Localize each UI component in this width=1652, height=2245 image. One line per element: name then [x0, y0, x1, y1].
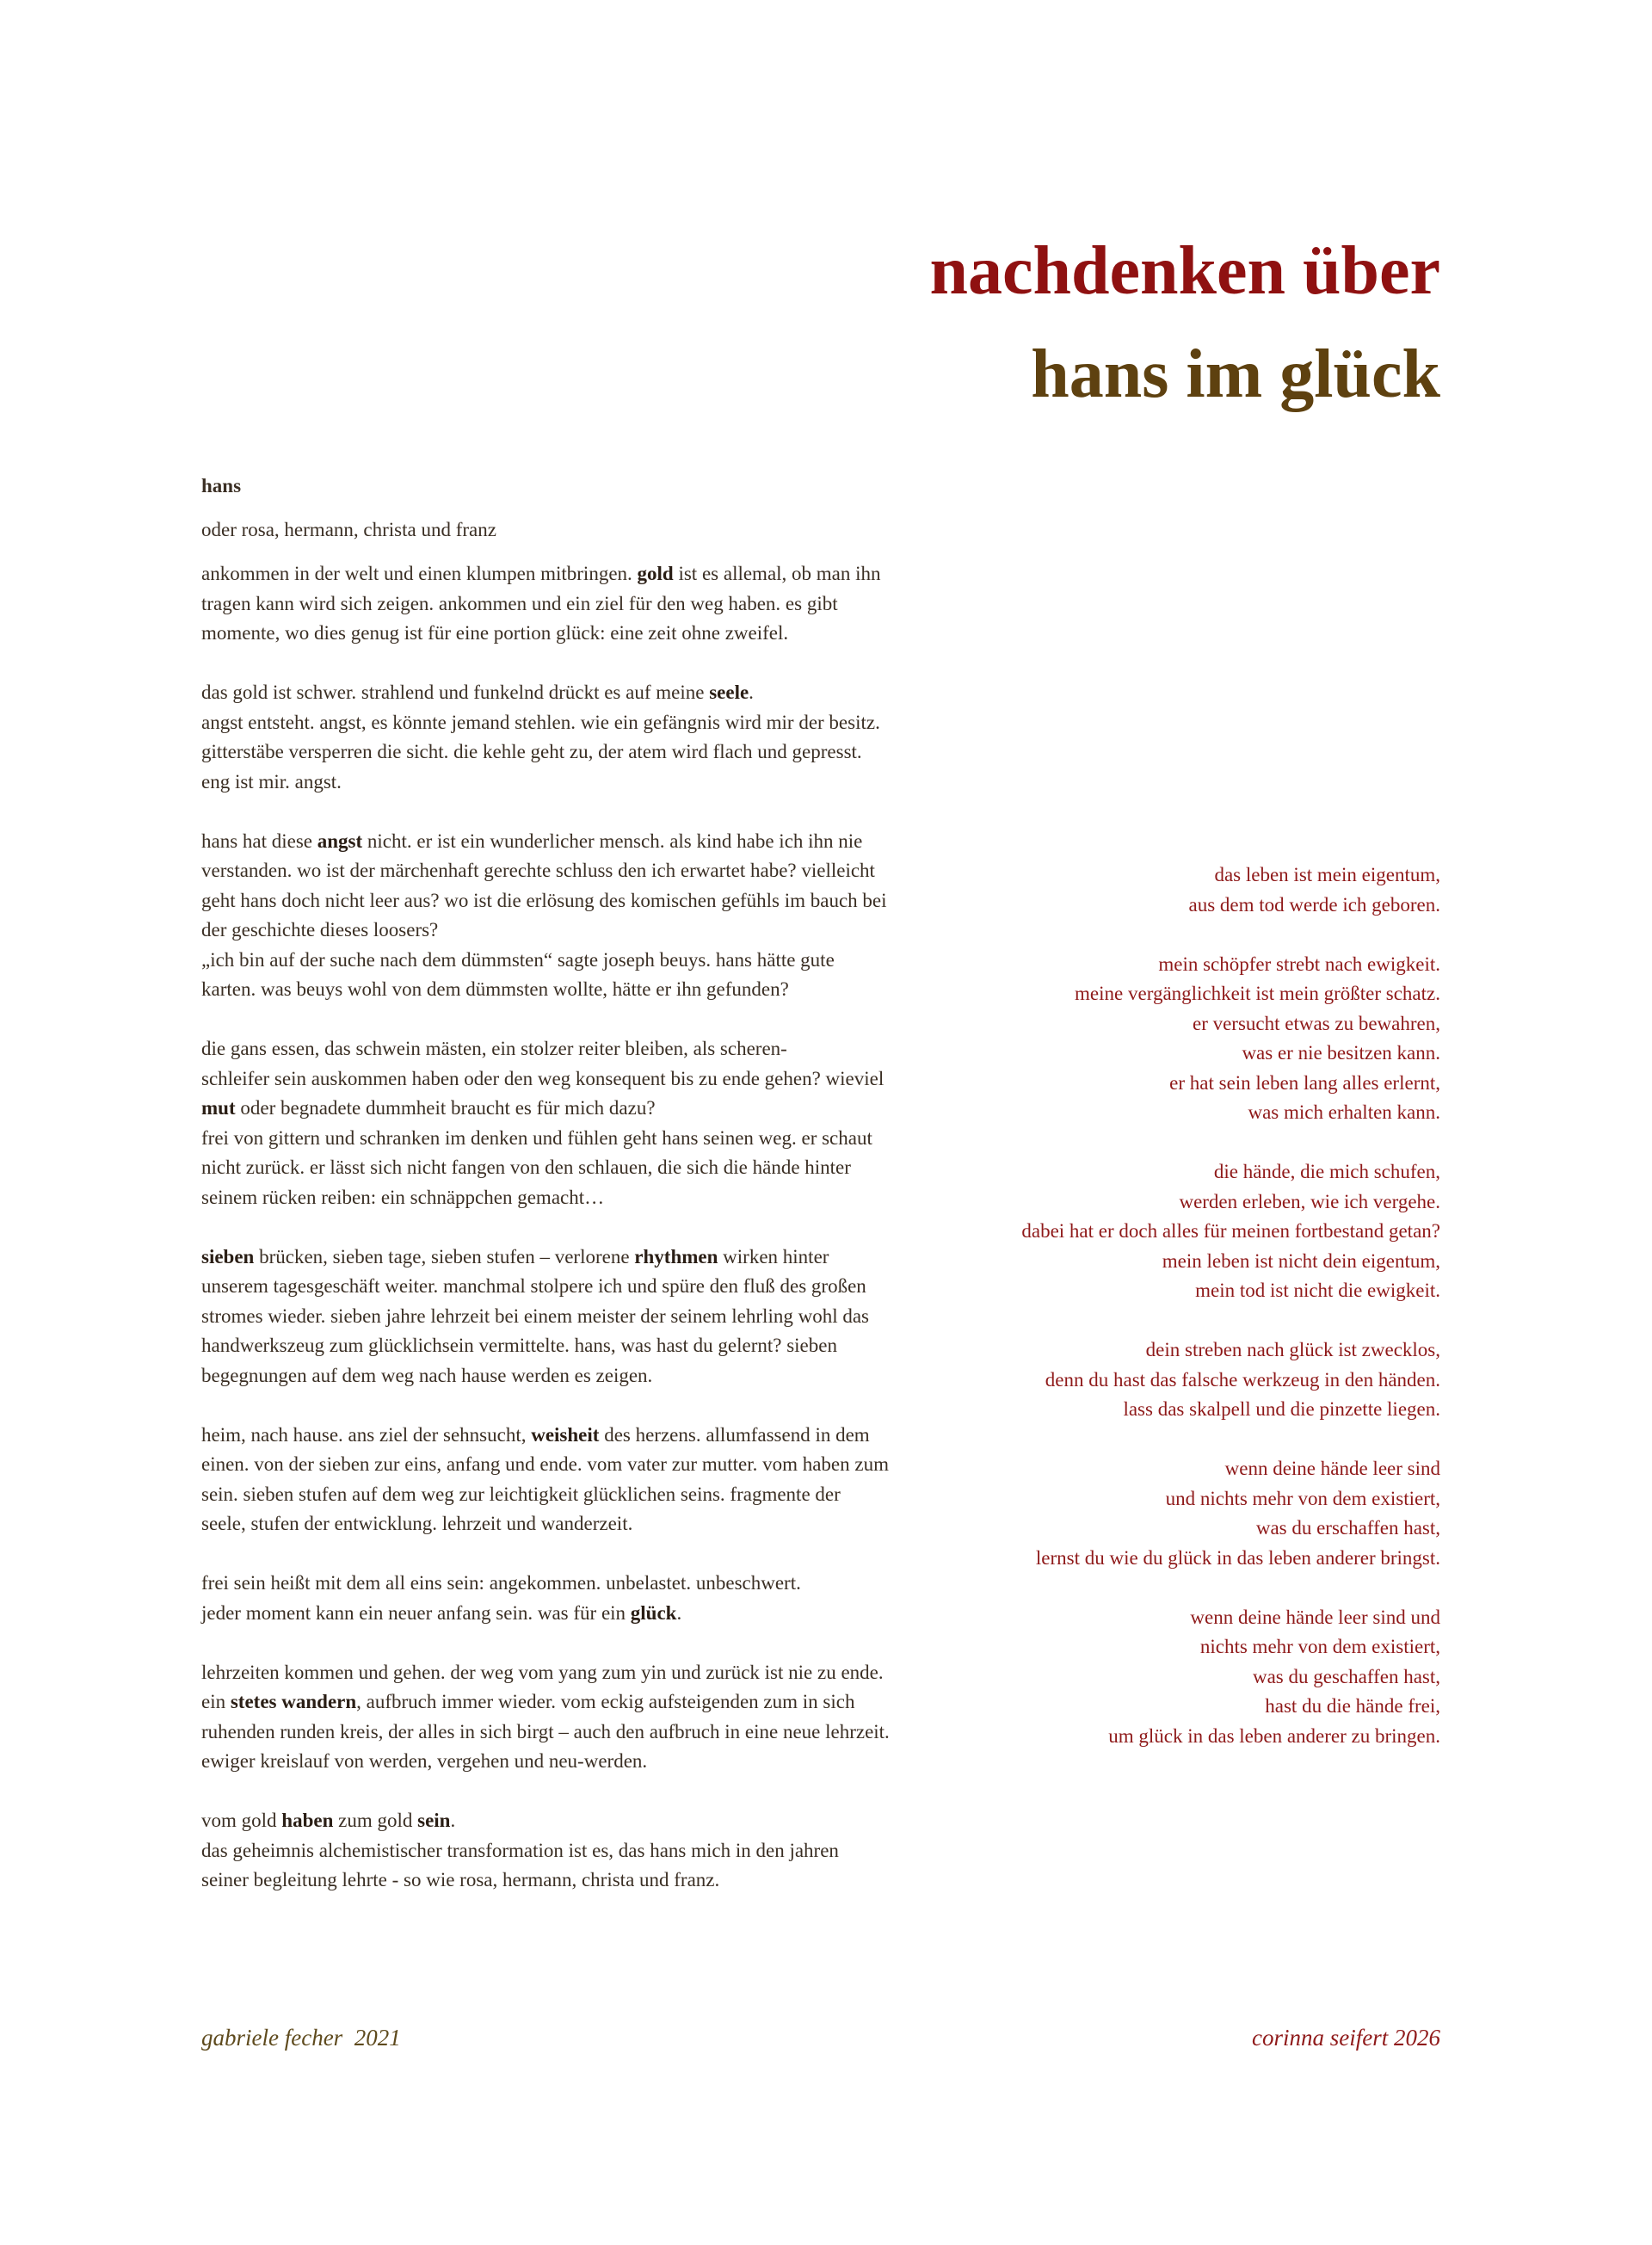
keyword-sein: sein [417, 1810, 451, 1831]
poem-line: was er nie besitzen kann. [1242, 1042, 1440, 1064]
poem-line: was du geschaffen hast, [1252, 1665, 1440, 1687]
text: angst entsteht. angst, es könnte jemand stehlen. wie ein gefängnis wird mir der besitz. gitterstäbe versperren die sicht. die kehle geht zu, der atem wird flach und gepresst. eng ist mir. angst. [201, 711, 880, 793]
essay-paragraph-7 [201, 1569, 890, 1628]
text: . [676, 1601, 682, 1624]
poem-line: und nichts mehr von dem existiert, [1165, 1487, 1440, 1509]
essay-paragraph-8 [201, 1658, 890, 1777]
text: die gans essen, das schwein mästen, ein stolzer reiter bleiben, als scheren- [201, 1038, 787, 1059]
title-line-1: nachdenken über [929, 233, 1440, 309]
keyword-glueck: glück [630, 1601, 677, 1624]
essay-paragraph-9 [201, 1806, 890, 1896]
essay-subtitle: hans [201, 475, 242, 496]
poem-column [821, 860, 1440, 1781]
keyword-stetes-wandern: stetes wandern [230, 1691, 357, 1712]
text: frei sein heißt mit dem all eins sein: angekommen. unbelastet. unbeschwert. [201, 1572, 801, 1594]
text: . [450, 1810, 456, 1831]
poem-line: das leben ist mein eigentum, [1214, 864, 1440, 885]
author-left: gabriele fecher 2021 [201, 2025, 401, 2051]
title-line-2 [930, 323, 1440, 426]
title-line-2-text: hans im glück [1031, 336, 1440, 412]
keyword-angst: angst [317, 830, 363, 852]
text: nicht. er ist ein wunderlicher mensch. als kind habe ich ihn nie verstanden. wo ist der märchenhaft gerechte schluss den ich erwartet habe? vielleicht geht hans doch nicht leer aus? wo ist die erlösung des komischen gefühls im bauch bei der geschichte dieses loosers? [201, 830, 887, 941]
keyword-mut: mut [201, 1097, 236, 1119]
poem-line: was du erschaffen hast, [1255, 1517, 1440, 1539]
text: oder begnadete dummheit braucht es für mich dazu? [235, 1097, 656, 1119]
poem-line: aus dem tod werde ich geboren. [1188, 893, 1440, 916]
essay-paragraph-1 [201, 559, 890, 649]
poem-line: die hände, die mich schufen, [1213, 1161, 1440, 1182]
poem-line: lernst du wie du glück in das leben anderer bringst. [1035, 1546, 1440, 1569]
poem-line: hast du die hände frei, [1265, 1695, 1440, 1717]
poem-line: wenn deine hände leer sind und [1190, 1606, 1440, 1628]
text: jeder moment kann ein neuer anfang sein. was für ein [201, 1601, 631, 1624]
poem-line: mein schöpfer strebt nach ewigkeit. [1158, 953, 1440, 975]
poem-stanza-4 [821, 1335, 1440, 1425]
poem-line: werden erleben, wie ich vergehe. [1179, 1190, 1440, 1212]
essay-column [201, 472, 890, 1925]
keyword-seele: seele [709, 682, 749, 703]
poem-line: dabei hat er doch alles für meinen fortbestand getan? [1021, 1220, 1440, 1242]
poem-line: denn du hast das falsche werkzeug in den händen. [1045, 1368, 1440, 1391]
poem-line: er hat sein leben lang alles erlernt, [1169, 1071, 1440, 1094]
poem-line: lass das skalpell und die pinzette liegen. [1123, 1398, 1440, 1420]
text: zum gold [333, 1810, 418, 1831]
poem-stanza-2 [821, 950, 1440, 1128]
text: ankommen in der welt und einen klumpen mitbringen. [201, 563, 638, 584]
text: das gold ist schwer. strahlend und funkelnd drückt es auf meine [201, 682, 710, 703]
keyword-rhythmen: rhythmen [634, 1245, 718, 1267]
keyword-sieben: sieben [201, 1245, 255, 1267]
poem-line: mein tod ist nicht die ewigkeit. [1195, 1280, 1440, 1301]
essay-dedication: oder rosa, hermann, christa und franz [201, 518, 496, 540]
text: frei von gittern und schranken im denken und fühlen geht hans seinen weg. er schaut nicht zurück. er lässt sich nicht fangen von den schlauen, die sich die hände hinter seinem rücken reiben: ein schnäppchen gemacht… [201, 1126, 872, 1208]
poem-line: um glück in das leben anderer zu bringen. [1108, 1724, 1440, 1747]
text: , aufbruch immer wieder. vom eckig aufsteigenden zum in sich ruhenden runden kreis, der alles in sich birgt – auch den aufbruch in eine neue lehrzeit. ewiger kreislauf von werden, vergehen und neu-werden. [201, 1691, 890, 1772]
text: brücken, sieben tage, sieben stufen – verlorene [254, 1245, 635, 1267]
text: das geheimnis alchemistischer transformation ist es, das hans mich in den jahren seiner begleitung lehrte - so wie rosa, hermann, christa und franz. [201, 1839, 839, 1890]
text: heim, nach hause. ans ziel der sehnsucht, [201, 1423, 532, 1446]
poem-line: dein streben nach glück ist zwecklos, [1145, 1339, 1440, 1360]
author-right: corinna seifert 2026 [1252, 2025, 1440, 2051]
poem-line: wenn deine hände leer sind [1224, 1458, 1440, 1479]
poem-stanza-5 [821, 1454, 1440, 1573]
poem-line: nichts mehr von dem existiert, [1199, 1636, 1440, 1657]
essay-paragraph-4 [201, 1034, 890, 1212]
text: ist es allemal, ob man ihn tragen kann wird sich zeigen. ankommen und ein ziel für den weg haben. es gibt momente, wo dies genug ist für eine portion glück: eine zeit ohne zweifel. [201, 563, 881, 644]
poem-line: er versucht etwas zu bewahren, [1192, 1012, 1440, 1034]
keyword-haben: haben [281, 1810, 334, 1831]
poem-line: meine vergänglichkeit ist mein größter schatz. [1075, 983, 1440, 1004]
page-title [930, 219, 1440, 426]
essay-paragraph-2 [201, 678, 890, 797]
poem-stanza-3 [821, 1157, 1440, 1306]
text: schleifer sein auskommen haben oder den weg konsequent bis zu ende gehen? wieviel [201, 1067, 885, 1089]
keyword-gold: gold [637, 563, 674, 584]
text: wirken hinter unserem tagesgeschäft weiter. manchmal stolpere ich und spüre den fluß des großen stromes wieder. sieben jahre lehrzeit bei einem meister der seinem lehrling wohl das handwerkszeug zum glücklichsein vermittelte. hans, was hast du gelernt? sieben begegnungen auf dem weg nach hause werden es zeigen. [201, 1245, 869, 1386]
essay-paragraph-5 [201, 1243, 890, 1391]
text: des herzens. allumfassend in dem einen. von der sieben zur eins, anfang und ende. vom vater zur mutter. vom haben zum sein. sieben stufen auf dem weg zur leichtigkeit glücklichen seins. fragmente der seele, stufen der entwicklung. lehrzeit und wanderzeit. [201, 1423, 889, 1534]
poem-line: mein leben ist nicht dein eigentum, [1162, 1249, 1440, 1272]
keyword-weisheit: weisheit [531, 1423, 600, 1446]
text: . [749, 682, 754, 703]
text: vom gold [201, 1810, 282, 1831]
text: hans hat diese [201, 830, 317, 852]
essay-paragraph-6 [201, 1421, 890, 1539]
text: lehrzeiten kommen und gehen. der weg vom yang zum yin und zurück ist nie zu ende. ein [201, 1661, 884, 1712]
poem-line: was mich erhalten kann. [1248, 1101, 1440, 1123]
poem-stanza-6 [821, 1603, 1440, 1752]
poem-stanza-1 [821, 860, 1440, 920]
text: „ich bin auf der suche nach dem dümmsten“ sagte joseph beuys. hans hätte gute karten. was beuys wohl von dem dümmsten wollte, hätte er ihn gefunden? [201, 948, 835, 1000]
essay-paragraph-3 [201, 827, 890, 1005]
